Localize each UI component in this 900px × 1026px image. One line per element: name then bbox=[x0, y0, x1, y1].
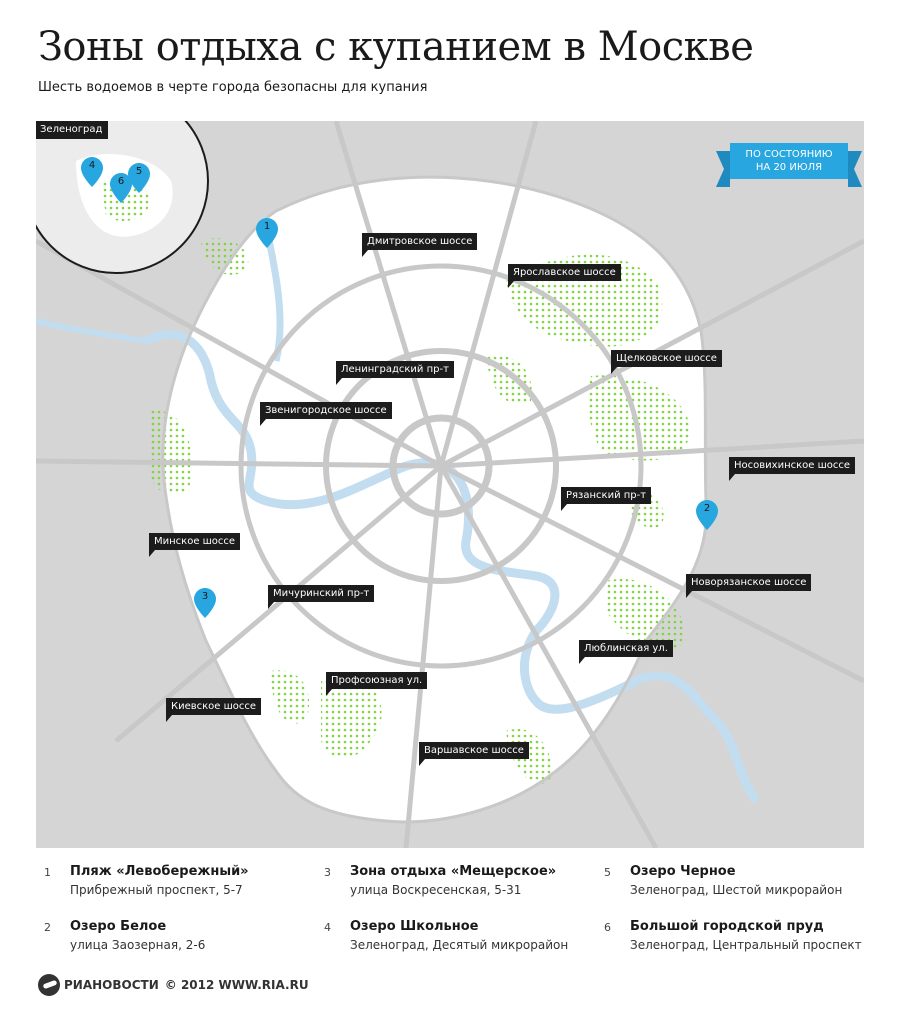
road-label: Дмитровское шоссе bbox=[362, 233, 477, 250]
legend-number: 6 bbox=[604, 921, 611, 934]
legend-address: Зеленоград, Центральный проспект bbox=[630, 938, 862, 952]
road-label: Профсоюзная ул. bbox=[326, 672, 427, 689]
marker-6[interactable] bbox=[110, 173, 132, 203]
legend-number: 4 bbox=[324, 921, 331, 934]
marker-number: 6 bbox=[117, 176, 125, 187]
legend-number: 5 bbox=[604, 866, 611, 879]
status-ribbon-line1: ПО СОСТОЯНИЮ bbox=[745, 149, 833, 160]
marker-number: 4 bbox=[88, 160, 96, 171]
legend-name: Большой городской пруд bbox=[630, 919, 824, 934]
legend-number: 1 bbox=[44, 866, 51, 879]
footer bbox=[38, 974, 309, 996]
road-label: Щелковское шоссе bbox=[611, 350, 722, 367]
legend-number: 3 bbox=[324, 866, 331, 879]
moscow-map[interactable] bbox=[36, 121, 864, 848]
status-ribbon bbox=[730, 143, 848, 179]
road-label: Рязанский пр-т bbox=[561, 487, 651, 504]
marker-number: 1 bbox=[263, 221, 271, 232]
road-label: Ярославское шоссе bbox=[508, 264, 621, 281]
legend-name: Зона отдыха «Мещерское» bbox=[350, 864, 557, 879]
legend-name: Озеро Белое bbox=[70, 919, 167, 934]
road-label: Варшавское шоссе bbox=[419, 742, 529, 759]
road-label: Киевское шоссе bbox=[166, 698, 261, 715]
map-canvas bbox=[36, 121, 864, 848]
legend-address: Зеленоград, Шестой микрорайон bbox=[630, 883, 843, 897]
legend-address: Зеленоград, Десятый микрорайон bbox=[350, 938, 569, 952]
legend-name: Пляж «Левобережный» bbox=[70, 864, 249, 879]
legend-name: Озеро Школьное bbox=[350, 919, 479, 934]
road-label: Минское шоссе bbox=[149, 533, 240, 550]
page-subtitle: Шесть водоемов в черте города безопасны для купания bbox=[38, 80, 428, 95]
marker-1[interactable] bbox=[256, 218, 278, 248]
marker-number: 2 bbox=[703, 503, 711, 514]
marker-2[interactable] bbox=[696, 500, 718, 530]
footer-brand: РИАНОВОСТИ bbox=[64, 978, 159, 992]
road-label: Ленинградский пр-т bbox=[336, 361, 454, 378]
road-label: Носовихинское шоссе bbox=[729, 457, 855, 474]
marker-number: 5 bbox=[135, 166, 143, 177]
legend-name: Озеро Черное bbox=[630, 864, 736, 879]
road-label: Мичуринский пр-т bbox=[268, 585, 374, 602]
ria-logo-icon bbox=[38, 974, 60, 996]
road-label: Новорязанское шоссе bbox=[686, 574, 811, 591]
legend-address: Прибрежный проспект, 5-7 bbox=[70, 883, 243, 897]
road-label: Звенигородское шоссе bbox=[260, 402, 392, 419]
legend-address: улица Заозерная, 2-6 bbox=[70, 938, 206, 952]
marker-number: 3 bbox=[201, 591, 209, 602]
page-title: Зоны отдыха с купанием в Москве bbox=[38, 24, 754, 70]
status-ribbon-line2: НА 20 ИЮЛЯ bbox=[755, 162, 823, 173]
footer-copyright[interactable]: © 2012 WWW.RIA.RU bbox=[164, 978, 309, 992]
legend-address: улица Воскресенская, 5-31 bbox=[350, 883, 522, 897]
marker-3[interactable] bbox=[194, 588, 216, 618]
road-label: Люблинская ул. bbox=[579, 640, 673, 657]
inset-label: Зеленоград bbox=[36, 121, 108, 139]
legend-number: 2 bbox=[44, 921, 51, 934]
marker-4[interactable] bbox=[81, 157, 103, 187]
